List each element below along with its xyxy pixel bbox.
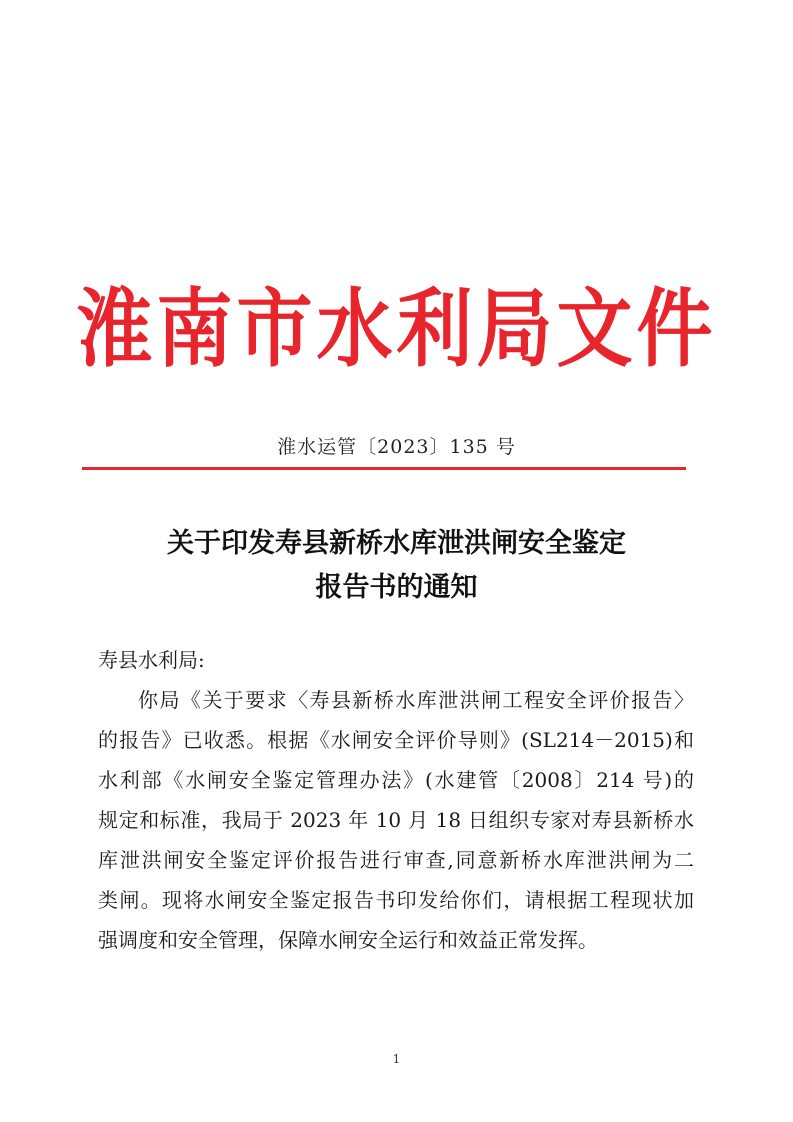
page-number: 1 <box>392 1052 401 1066</box>
body-line-3: 水利部《水闸安全鉴定管理办法》(水建管〔2008〕214 号)的 <box>98 768 694 792</box>
body-line-4: 规定和标准，我局于 2023 年 10 月 18 日组织专家对寿县新桥水 <box>98 808 694 832</box>
document-number: 淮水运管〔2023〕135 号 <box>277 436 516 458</box>
salutation: 寿县水利局: <box>98 648 205 672</box>
body-line-2: 的报告》已收悉。根据《水闸安全评价导则》(SL214－2015)和 <box>98 728 694 752</box>
notice-body <box>98 640 694 960</box>
notice-title-line-1: 关于印发寿县新桥水库泄洪闸安全鉴定 <box>167 528 626 559</box>
notice-title-line-2: 报告书的通知 <box>315 572 478 603</box>
body-line-7: 强调度和安全管理，保障水闸安全运行和效益正常发挥。 <box>98 928 598 952</box>
masthead-title: 淮南市水利局文件 <box>76 278 717 379</box>
red-separator-rule <box>82 467 686 470</box>
body-line-5: 库泄洪闸安全鉴定评价报告进行审查,同意新桥水库泄洪闸为二 <box>98 848 694 872</box>
body-line-1: 你局《关于要求〈寿县新桥水库泄洪闸工程安全评价报告〉 <box>138 688 694 712</box>
body-line-6: 类闸。现将水闸安全鉴定报告书印发给你们，请根据工程现状加 <box>98 888 694 912</box>
notice-title <box>0 522 793 610</box>
